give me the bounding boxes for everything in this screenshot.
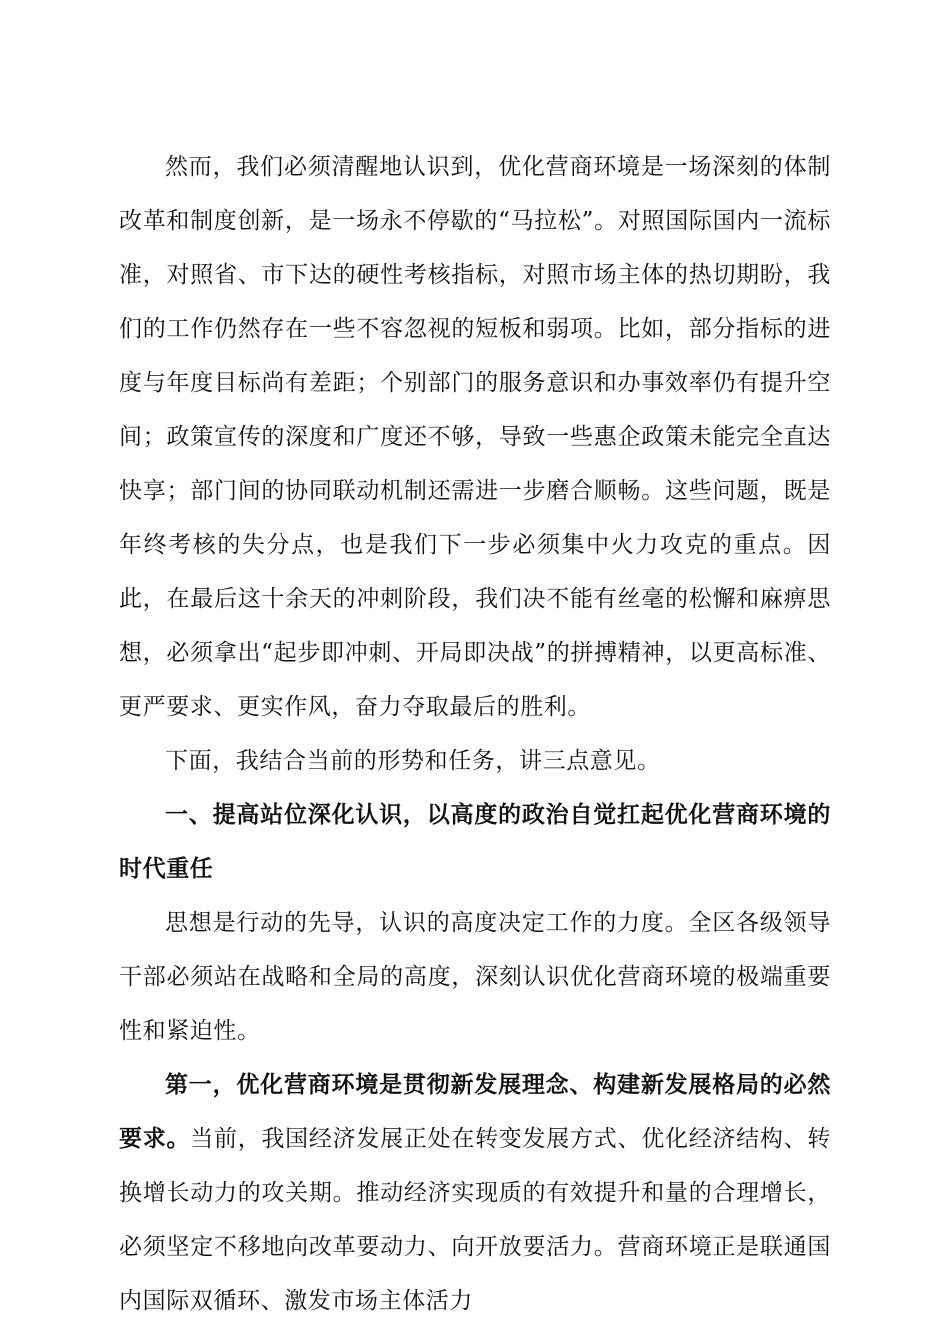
paragraph-point-one — [119, 1058, 831, 1328]
point-one-body: 当前，我国经济发展正处在转变发展方式、优化经济结构、转换增长动力的攻关期。推动经济实现质的有效提升和量的合理增长，必须坚定不移地向改革要动力、向开放要活力。营商环境正是联通国内国际双循环、激发市场主体活力 — [119, 1126, 831, 1314]
point-one-lead: 第一，优化营商环境是贯彻新发展理念、构建新发展格局的必然要求。 — [119, 1071, 831, 1152]
paragraph-section-intro: 思想是行动的先导，认识的高度决定工作的力度。全区各级领导干部必须站在战略和全局的高度，深刻认识优化营商环境的极端重要性和紧迫性。 — [119, 910, 831, 1044]
document-body — [119, 140, 831, 1328]
section-heading-one: 一、提高站位深化认识，以高度的政治自觉扛起优化营商环境的时代重任 — [119, 801, 831, 882]
paragraph-three-points-intro: 下面，我结合当前的形势和任务，讲三点意见。 — [165, 748, 661, 774]
paragraph-shortcomings: 然而，我们必须清醒地认识到，优化营商环境是一场深刻的体制改革和制度创新，是一场永不停歇的“马拉松”。对照国际国内一流标准，对照省、市下达的硬性考核指标，对照市场主体的热切期盼，我们的工作仍然存在一些不容忽视的短板和弱项。比如，部分指标的进度与年度目标尚有差距；个别部门的服务意识和办事效率仍有提升空间；政策宣传的深度和广度还不够，导致一些惠企政策未能完全直达快享；部门间的协同联动机制还需进一步磨合顺畅。这些问题，既是年终考核的失分点，也是我们下一步必须集中火力攻克的重点。因此，在最后这十余天的冲刺阶段，我们决不能有丝毫的松懈和麻痹思想，必须拿出“起步即冲刺、开局即决战”的拼搏精神，以更高标准、更严要求、更实作风，奋力夺取最后的胜利。 — [119, 154, 831, 720]
